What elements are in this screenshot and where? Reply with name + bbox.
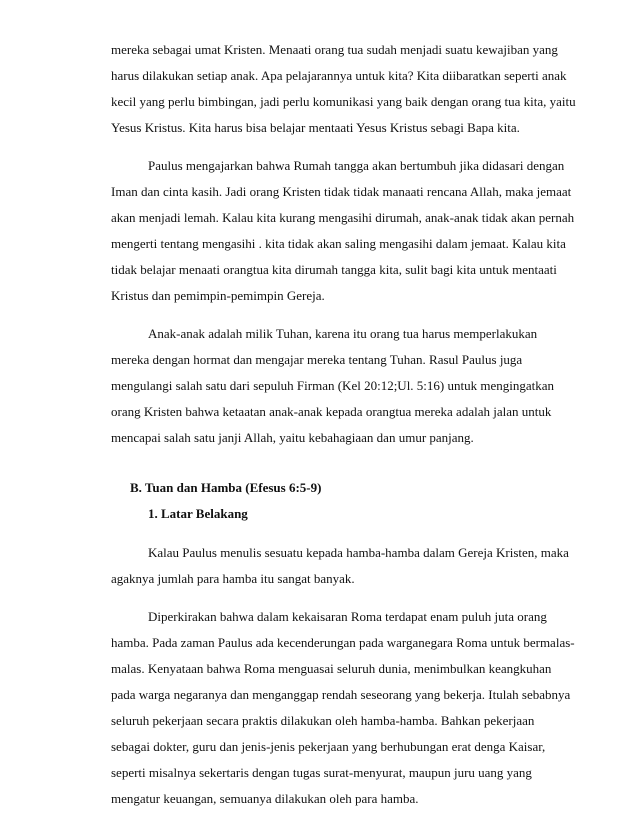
paragraph-line: mengulangi salah satu dari sepuluh Firman (Kel 20:12;Ul. 5:16) untuk mengingatkan [111, 378, 555, 393]
paragraph-line: seluruh pekerjaan secara praktis dilakukan oleh hamba-hamba. Bahkan pekerjaan [111, 713, 535, 728]
paragraph-line: mengerti tentang mengasihi . kita tidak akan saling mengasihi dalam jemaat. Kalau kita [111, 236, 566, 251]
paragraph-line: Paulus mengajarkan bahwa Rumah tangga akan bertumbuh jika didasari dengan [148, 158, 565, 173]
paragraph-line: mencapai salah satu janji Allah, yaitu kebahagiaan dan umur panjang. [111, 430, 474, 445]
paragraph-line: pada warga negaranya dan menganggap rendah seseorang yang bekerja. Itulah sebabnya [111, 687, 571, 702]
paragraph-line: harus dilakukan setiap anak. Apa pelajarannya untuk kita? Kita diibaratkan seperti anak [111, 68, 567, 83]
paragraph-line: mereka sebagai umat Kristen. Menaati orang tua sudah menjadi suatu kewajiban yang [111, 42, 558, 57]
paragraph-line: malas. Kenyataan bahwa Roma menguasai seluruh dunia, menimbulkan keangkuhan [111, 661, 552, 676]
paragraph-line: seperti misalnya sekertaris dengan tugas surat-menyurat, maupun juru uang yang [111, 765, 532, 780]
paragraph-line: Iman dan cinta kasih. Jadi orang Kristen tidak tidak manaati rencana Allah, maka jemaat [111, 184, 572, 199]
section-heading: B. Tuan dan Hamba (Efesus 6:5-9) [130, 480, 322, 495]
paragraph-line: Yesus Kristus. Kita harus bisa belajar mentaati Yesus Kristus sebagi Bapa kita. [111, 120, 520, 135]
paragraph-line: agaknya jumlah para hamba itu sangat banyak. [111, 571, 355, 586]
paragraph-line: Diperkirakan bahwa dalam kekaisaran Roma terdapat enam puluh juta orang [148, 609, 547, 624]
paragraph-line: akan menjadi lemah. Kalau kita kurang mengasihi dirumah, anak-anak tidak akan pernah [111, 210, 575, 225]
paragraph-line: sebagai dokter, guru dan jenis-jenis pekerjaan yang berhubungan erat denga Kaisar, [111, 739, 546, 754]
paragraph-line: tidak belajar menaati orangtua kita dirumah tangga kita, sulit bagi kita untuk mentaati [111, 262, 557, 277]
subsection-heading: 1. Latar Belakang [148, 506, 248, 521]
paragraph-line: Kalau Paulus menulis sesuatu kepada hamba-hamba dalam Gereja Kristen, maka [148, 545, 569, 560]
paragraph-line: orang Kristen bahwa ketaatan anak-anak kepada orangtua mereka adalah jalan untuk [111, 404, 552, 419]
paragraph-line: mengatur keuangan, semuanya dilakukan oleh para hamba. [111, 791, 419, 806]
paragraph-line: Anak-anak adalah milik Tuhan, karena itu orang tua harus memperlakukan [148, 326, 538, 341]
paragraph-line: kecil yang perlu bimbingan, jadi perlu komunikasi yang baik dengan orang tua kita, yaitu [111, 94, 576, 109]
paragraph-line: mereka dengan hormat dan mengajar mereka tentang Tuhan. Rasul Paulus juga [111, 352, 523, 367]
paragraph-line: Kristus dan pemimpin-pemimpin Gereja. [111, 288, 325, 303]
paragraph-line: hamba. Pada zaman Paulus ada kecenderungan pada warganegara Roma untuk bermalas- [111, 635, 575, 650]
